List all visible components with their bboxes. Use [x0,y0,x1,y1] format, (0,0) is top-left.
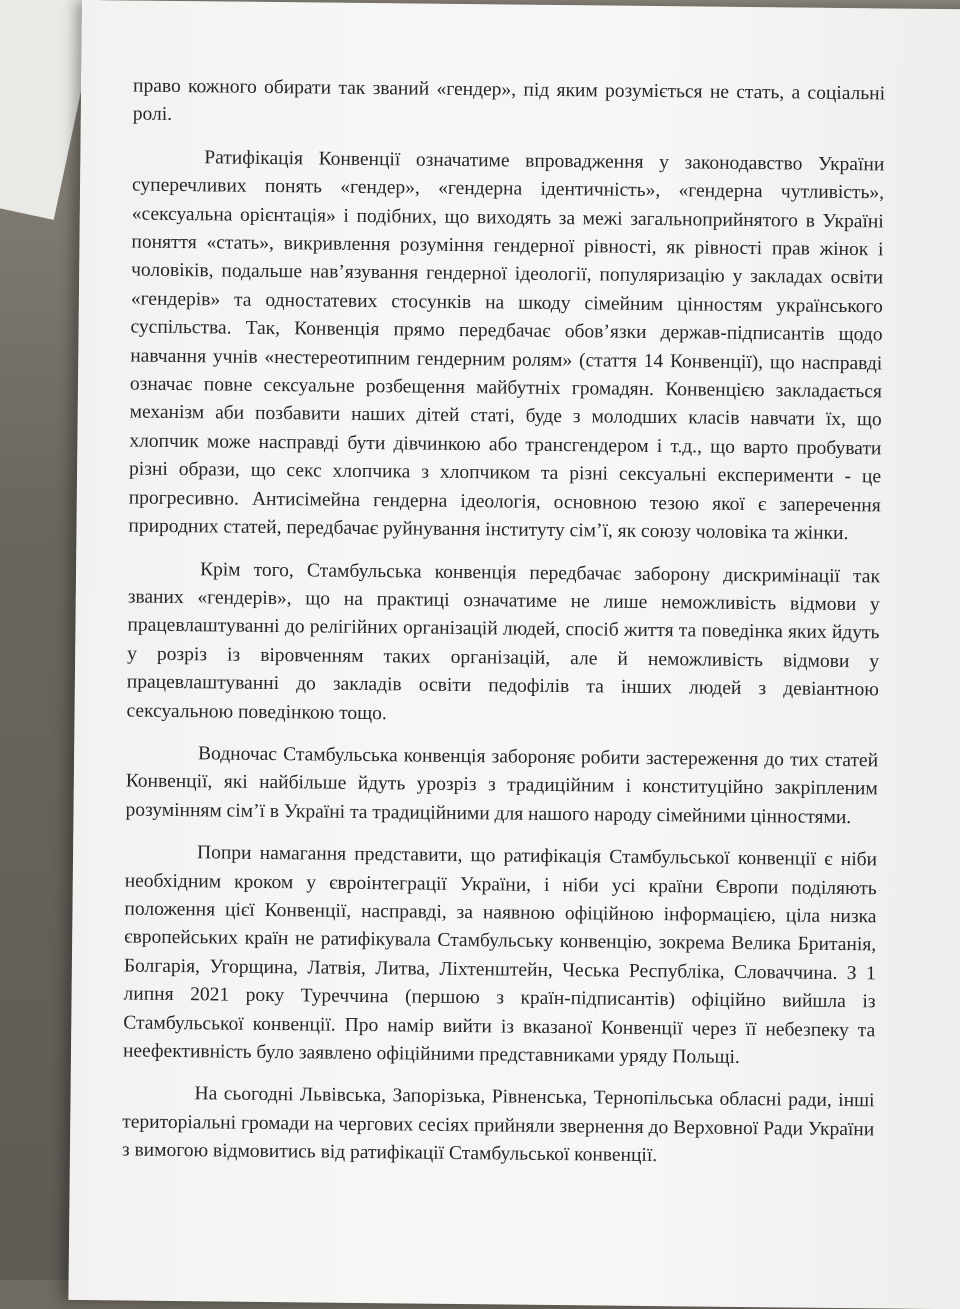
paragraph-6: На сьогодні Львівська, Запорізька, Рівненська, Тернопільська обласні ради, інші територіальні громади на чергових сесіях прийняли звернення до Верховної Ради України з вимогою відмовитись від ратифікації Стамбульської конвенції. [121,1083,875,1167]
paragraph-4: Водночас Стамбульська конвенція забороняє робити застереження до тих статей Конвенції, які найбільше йдуть урозріз з традиційним і конституційно закріпленим розумінням сім’ї в Україні та традиційними для нашого народу сімейними цінностями. [125,743,879,828]
paragraph-2: Ратифікація Конвенції означатиме впровадження у законодавство України суперечливих понять «гендер», «гендерна ідентичність», «гендерна чутливість», «сексуальна орієнтація» і подібних, що виходять за межі загальноприйнятого в Україні поняття «стать», викривлення розуміння гендерної рівності, як рівності прав жінок і чоловіків, подальше нав’язування гендерної ідеології, популяризацію у закладах освіти «гендерів» та одностатевих стосунків на шкоду сімейним цінностям українського суспільства. Так, Конвенція прямо передбачає обов’язки держав-підписантів щодо навчання учнів «нестереотипним гендерним ролям» (стаття 14 Конвенції), що насправді означає повне сексуальне розбещення майбутніх громадян. Конвенцією закладається механізм аби позбавити наших дітей статі, буде з молодших класів навчати їх, що хлопчик може насправді бути дівчинкою або трансгендером і т.д., що варто пробувати різні образи, що секс хлопчика з хлопчиком та різні сексуальні експерименти - це прогресивно. Антисімейна гендерна ідеологія, основною тезою якої є заперечення природних статей, передбачає руйнування інституту сім’ї, як союзу чоловіка та жінки. [128,147,885,545]
paragraph-3: Крім того, Стамбульська конвенція передбачає заборону дискримінації так званих «гендерів», що на практиці означатиме не лише неможливість відмови у працевлаштуванні до релігійних організацій людей, спосіб життя та поведінка яких йдуть у розріз із віровченням таких організацій, але й неможливість відмови у працевлаштуванні до закладів освіти педофілів та інших людей з девіантною сексуальною поведінкою тощо. [126,558,881,724]
document-body [122,73,886,1187]
paragraph-5: Попри намагання представити, що ратифікація Стамбульської конвенції є ніби необхідним кроком у євроінтеграції України, і ніби усі країни Європи поділяють положення цієї Конвенції, насправді, за наявною офіційною інформацією, ціла низка європейських країн не ратифікувала Стамбульську конвенцію, зокрема Велика Британія, Болгарія, Угорщина, Латвія, Литва, Ліхтенштейн, Чеська Республіка, Словаччина. З 1 липня 2021 року Туреччина (першою з країн-підписантів) офіційно вийшла із Стамбульської конвенції. Про намір вийти із вказаної Конвенції через її небезпеку та неефективність було заявлено офіційними представниками уряду Польщі. [122,842,878,1068]
paragraph-1: право кожного обирати так званий «гендер», під яким розуміється не стать, а соціальні ролі. [132,75,886,126]
document-page [68,0,960,1309]
